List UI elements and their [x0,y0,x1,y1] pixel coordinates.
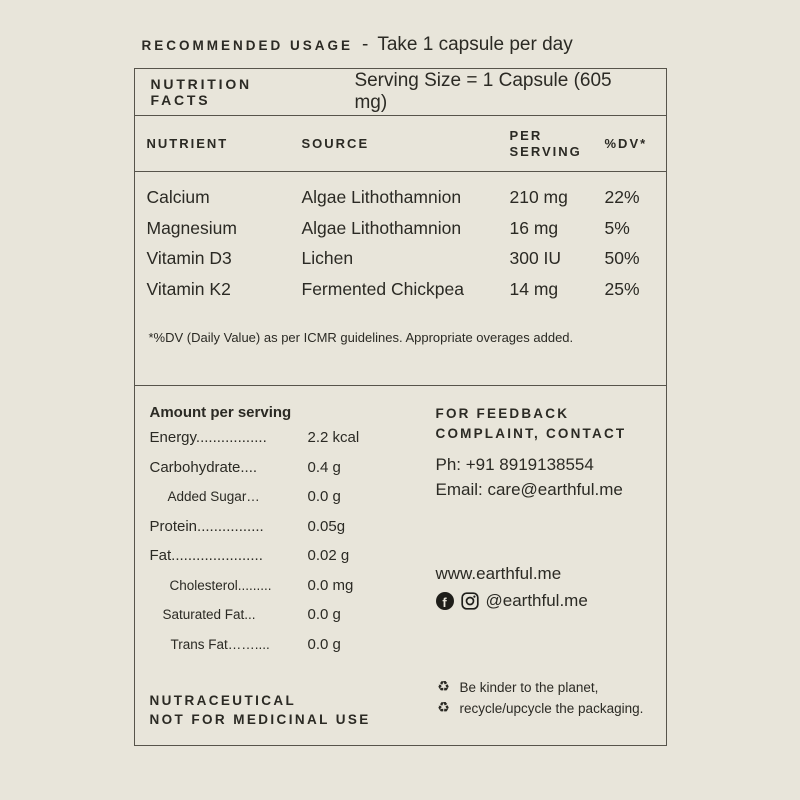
nutrition-label-box [134,68,667,746]
cell-per-serving: 16 mg [509,217,559,238]
amount-value: 0.0 g [307,488,341,505]
column-header-nutrient: NUTRIENT [146,136,229,151]
serving-size-text: Serving Size = 1 Capsule (605 mg) [354,70,612,113]
amount-label: Fat...................... [149,547,263,564]
cell-dv: 5% [604,217,630,238]
amount-row [150,488,416,505]
amount-label: Carbohydrate.... [149,458,258,476]
contact-heading-line-1: FOR FEEDBACK [435,406,570,421]
recycle-icon: ♻ [437,700,450,716]
cell-dv: 25% [604,278,640,299]
table-row [147,243,666,274]
amount-row [150,606,416,623]
column-header-dv: %DV* [604,136,648,151]
website-url: www.earthful.me [435,564,562,583]
recycle-icon: ♻ [437,679,450,695]
amount-value: 0.0 g [307,635,341,653]
cell-nutrient: Magnesium [146,217,237,238]
recycle-line [436,677,652,698]
cell-source: Fermented Chickpea [301,278,464,299]
amount-value: 0.0 g [307,606,341,623]
contact-heading-line-2: COMPLAINT, CONTACT [435,426,627,441]
cell-source: Lichen [301,248,354,268]
amount-label: Cholesterol......... [169,577,272,593]
cell-per-serving: 300 IU [509,248,562,268]
recommended-usage-text: Take 1 capsule per day [377,34,573,55]
contact-phone: Ph: +91 8919138554 [435,455,594,474]
nutrition-facts-header [135,69,666,116]
recycle-text-line-1: Be kinder to the planet, [459,680,599,695]
amount-value: 2.2 kcal [307,429,360,446]
bottom-section [135,385,666,745]
cell-per-serving: 14 mg [509,278,559,299]
amount-label: Energy................. [149,429,267,446]
cell-source: Algae Lithothamnion [301,217,462,238]
nutrition-facts-title: NUTRITION FACTS [150,76,252,108]
table-column-header [135,116,666,172]
dv-footnote: *%DV (Daily Value) as per ICMR guidelines. Appropriate overages added. [148,330,574,345]
cell-dv: 50% [604,248,640,268]
cell-source: Algae Lithothamnion [301,187,462,207]
table-row [147,213,666,244]
amount-value: 0.4 g [307,458,341,476]
column-header-per-serving: PER SERVING [509,127,582,159]
amount-label: Trans Fat…….... [170,636,270,652]
recycle-text-line-2: recycle/upcycle the packaging. [459,701,644,716]
amount-per-serving-column [150,404,416,745]
amount-label: Added Sugar… [167,489,260,504]
nutrient-table-body [135,172,666,304]
amount-label: Protein................ [149,517,264,535]
column-header-source: SOURCE [301,136,370,151]
recycle-note [436,677,652,719]
amount-value: 0.0 mg [307,576,354,594]
cell-per-serving: 210 mg [509,187,568,207]
recommended-usage-label: RECOMMENDED USAGE [141,38,354,53]
table-row [147,274,666,305]
amount-per-serving-title: Amount per serving [149,404,292,421]
contact-column [416,404,652,745]
table-row [147,182,666,213]
facebook-icon: f [436,592,454,610]
amount-row [150,518,416,535]
amount-value: 0.05g [307,517,346,535]
amount-row [150,547,416,564]
amount-row [150,636,416,653]
cell-nutrient: Vitamin K2 [146,278,231,299]
cell-dv: 22% [604,187,640,207]
amount-row [150,577,416,594]
contact-heading [436,404,652,444]
disclaimer-line-2: NOT FOR MEDICINAL USE [149,712,371,727]
usage-dash: - [362,34,369,55]
nutraceutical-disclaimer [150,691,416,729]
social-row [436,591,652,611]
amount-label: Saturated Fat... [162,607,256,622]
amount-row [150,459,416,476]
amount-row [150,429,416,446]
amount-value: 0.02 g [307,547,350,564]
cell-nutrient: Vitamin D3 [146,248,232,268]
cell-nutrient: Calcium [146,187,210,207]
recycle-line [436,698,652,719]
instagram-icon [461,592,479,610]
social-handle: @earthful.me [485,591,588,610]
recommended-usage-line [134,34,667,56]
disclaimer-line-1: NUTRACEUTICAL [149,693,297,708]
contact-email: Email: care@earthful.me [435,480,623,499]
